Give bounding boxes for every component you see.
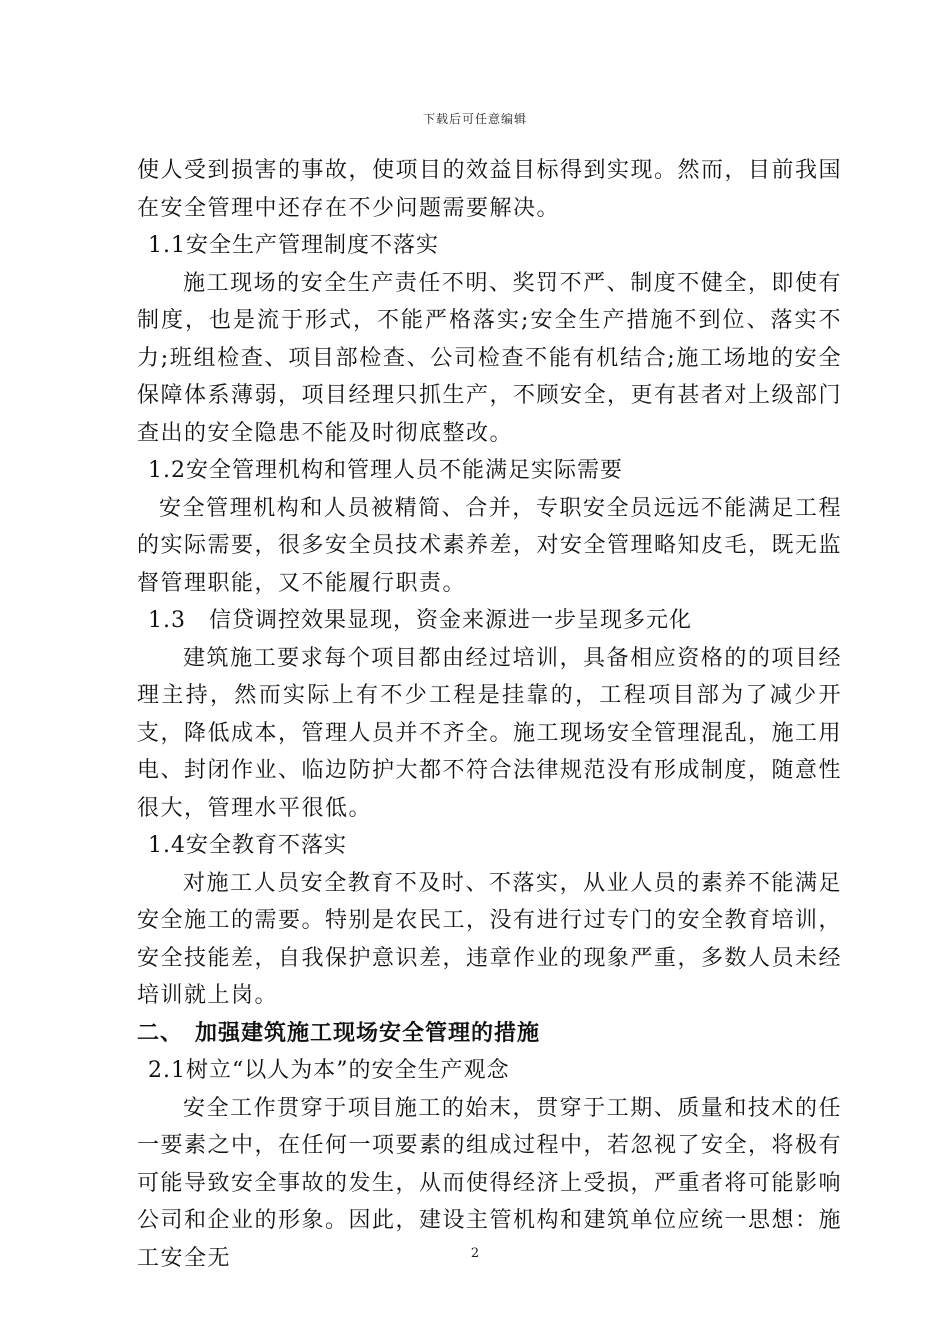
- document-body: [137, 152, 842, 1277]
- subheading-1-1: 1.1安全生产管理制度不落实: [148, 233, 439, 258]
- paragraph-1-1: 施工现场的安全生产责任不明、奖罚不严、制度不健全，即使有制度，也是流于形式，不能严格落实;安全生产措施不到位、落实不力;班组检查、项目部检查、公司检查不能有机结合;施工场地的安全保障体系薄弱，项目经理只抓生产，不顾安全，更有甚者对上级部门查出的安全隐患不能及时彻底整改。: [137, 270, 843, 446]
- section-heading-2: 二、 加强建筑施工现场安全管理的措施: [137, 1019, 541, 1046]
- subheading-1-2: 1.2安全管理机构和管理人员不能满足实际需要: [148, 458, 623, 483]
- paragraph-2-1: 安全工作贯穿于项目施工的始末，贯穿于工期、质量和技术的任一要素之中，在任何一项要素的组成过程中，若忽视了安全，将极有可能导致安全事故的发生，从而使得经济上受损，严重者将可能影响公司和企业的形象。因此，建设主管机构和建筑单位应统一思想：施工安全无: [137, 1095, 843, 1271]
- subheading-1-4: 1.4安全教育不落实: [148, 833, 347, 858]
- paragraph-1-2: 安全管理机构和人员被精简、合并，专职安全员远远不能满足工程的实际需要，很多安全员技术素养差，对安全管理略知皮毛，既无监督管理职能，又不能履行职责。: [137, 495, 843, 596]
- paragraph-1-4: 对施工人员安全教育不及时、不落实，从业人员的素养不能满足安全施工的需要。特别是农民工，没有进行过专门的安全教育培训，安全技能差，自我保护意识差，违章作业的现象严重，多数人员未经培训就上岗。: [137, 870, 843, 1008]
- page-number: 2: [470, 1246, 480, 1261]
- paragraph-intro: 使人受到损害的事故，使项目的效益目标得到实现。然而，目前我国在安全管理中还存在不少问题需要解决。: [137, 158, 843, 221]
- page-header: 下载后可任意编辑: [422, 112, 527, 126]
- subheading-1-3: 1.3 信贷调控效果显现，资金来源进一步呈现多元化: [148, 608, 692, 633]
- paragraph-1-3: 建筑施工要求每个项目都由经过培训，具备相应资格的的项目经理主持，然而实际上有不少工程是挂靠的，工程项目部为了减少开支，降低成本，管理人员并不齐全。施工现场安全管理混乱，施工用电、封闭作业、临边防护大都不符合法律规范没有形成制度，随意性很大，管理水平很低。: [137, 645, 843, 821]
- subheading-2-1: 2.1树立“以人为本”的安全生产观念: [148, 1058, 510, 1083]
